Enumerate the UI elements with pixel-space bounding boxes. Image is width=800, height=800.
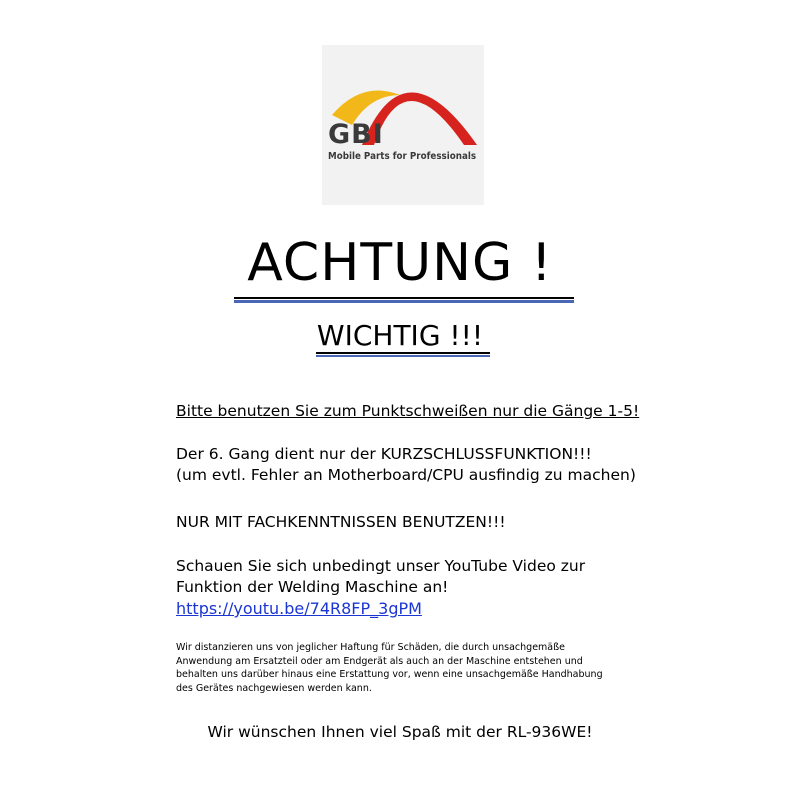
disclaimer-line: des Gerätes nachgewiesen werden kann. — [176, 682, 372, 694]
subtitle-underline-accent — [316, 355, 490, 357]
video-text: Schauen Sie sich unbedingt unser YouTube Video zur — [176, 557, 586, 575]
page-title: ACHTUNG ! — [247, 233, 553, 293]
page-subtitle: WICHTIG !!! — [316, 319, 484, 352]
gear6-notice: Der 6. Gang dient nur der KURZSCHLUSSFUNKTION!!! — [176, 445, 592, 463]
logo-brand: GBI — [328, 119, 384, 150]
gbi-logo — [322, 45, 484, 205]
closing-message: Wir wünschen Ihnen viel Spaß mit der RL-936WE! — [207, 723, 593, 741]
title-underline-accent — [234, 300, 574, 303]
disclaimer-line: Wir distanzieren uns von jeglicher Haftung für Schäden, die durch unsachgemäße — [176, 642, 565, 653]
expert-warning: NUR MIT FACHKENNTNISSEN BENUTZEN!!! — [176, 513, 506, 531]
gears-notice: Bitte benutzen Sie zum Punktschweißen nur die Gänge 1-5! — [176, 402, 640, 420]
disclaimer-line: behalten uns darüber hinaus eine Erstattung vor, wenn eine unsachgemäße Handhabung — [176, 669, 603, 680]
disclaimer-line: Anwendung am Ersatzteil oder am Endgerät als auch an der Maschine entstehen und — [176, 655, 583, 667]
subtitle-underline — [316, 352, 490, 354]
video-text-2: Funktion der Welding Maschine an! — [176, 578, 449, 596]
logo-tagline: Mobile Parts for Professionals — [328, 151, 477, 162]
gear6-note: (um evtl. Fehler an Motherboard/CPU ausfindig zu machen) — [176, 466, 636, 484]
youtube-link[interactable]: https://youtu.be/74R8FP_3gPM — [176, 599, 422, 618]
disclaimer — [176, 641, 636, 695]
title-underline — [234, 297, 574, 299]
